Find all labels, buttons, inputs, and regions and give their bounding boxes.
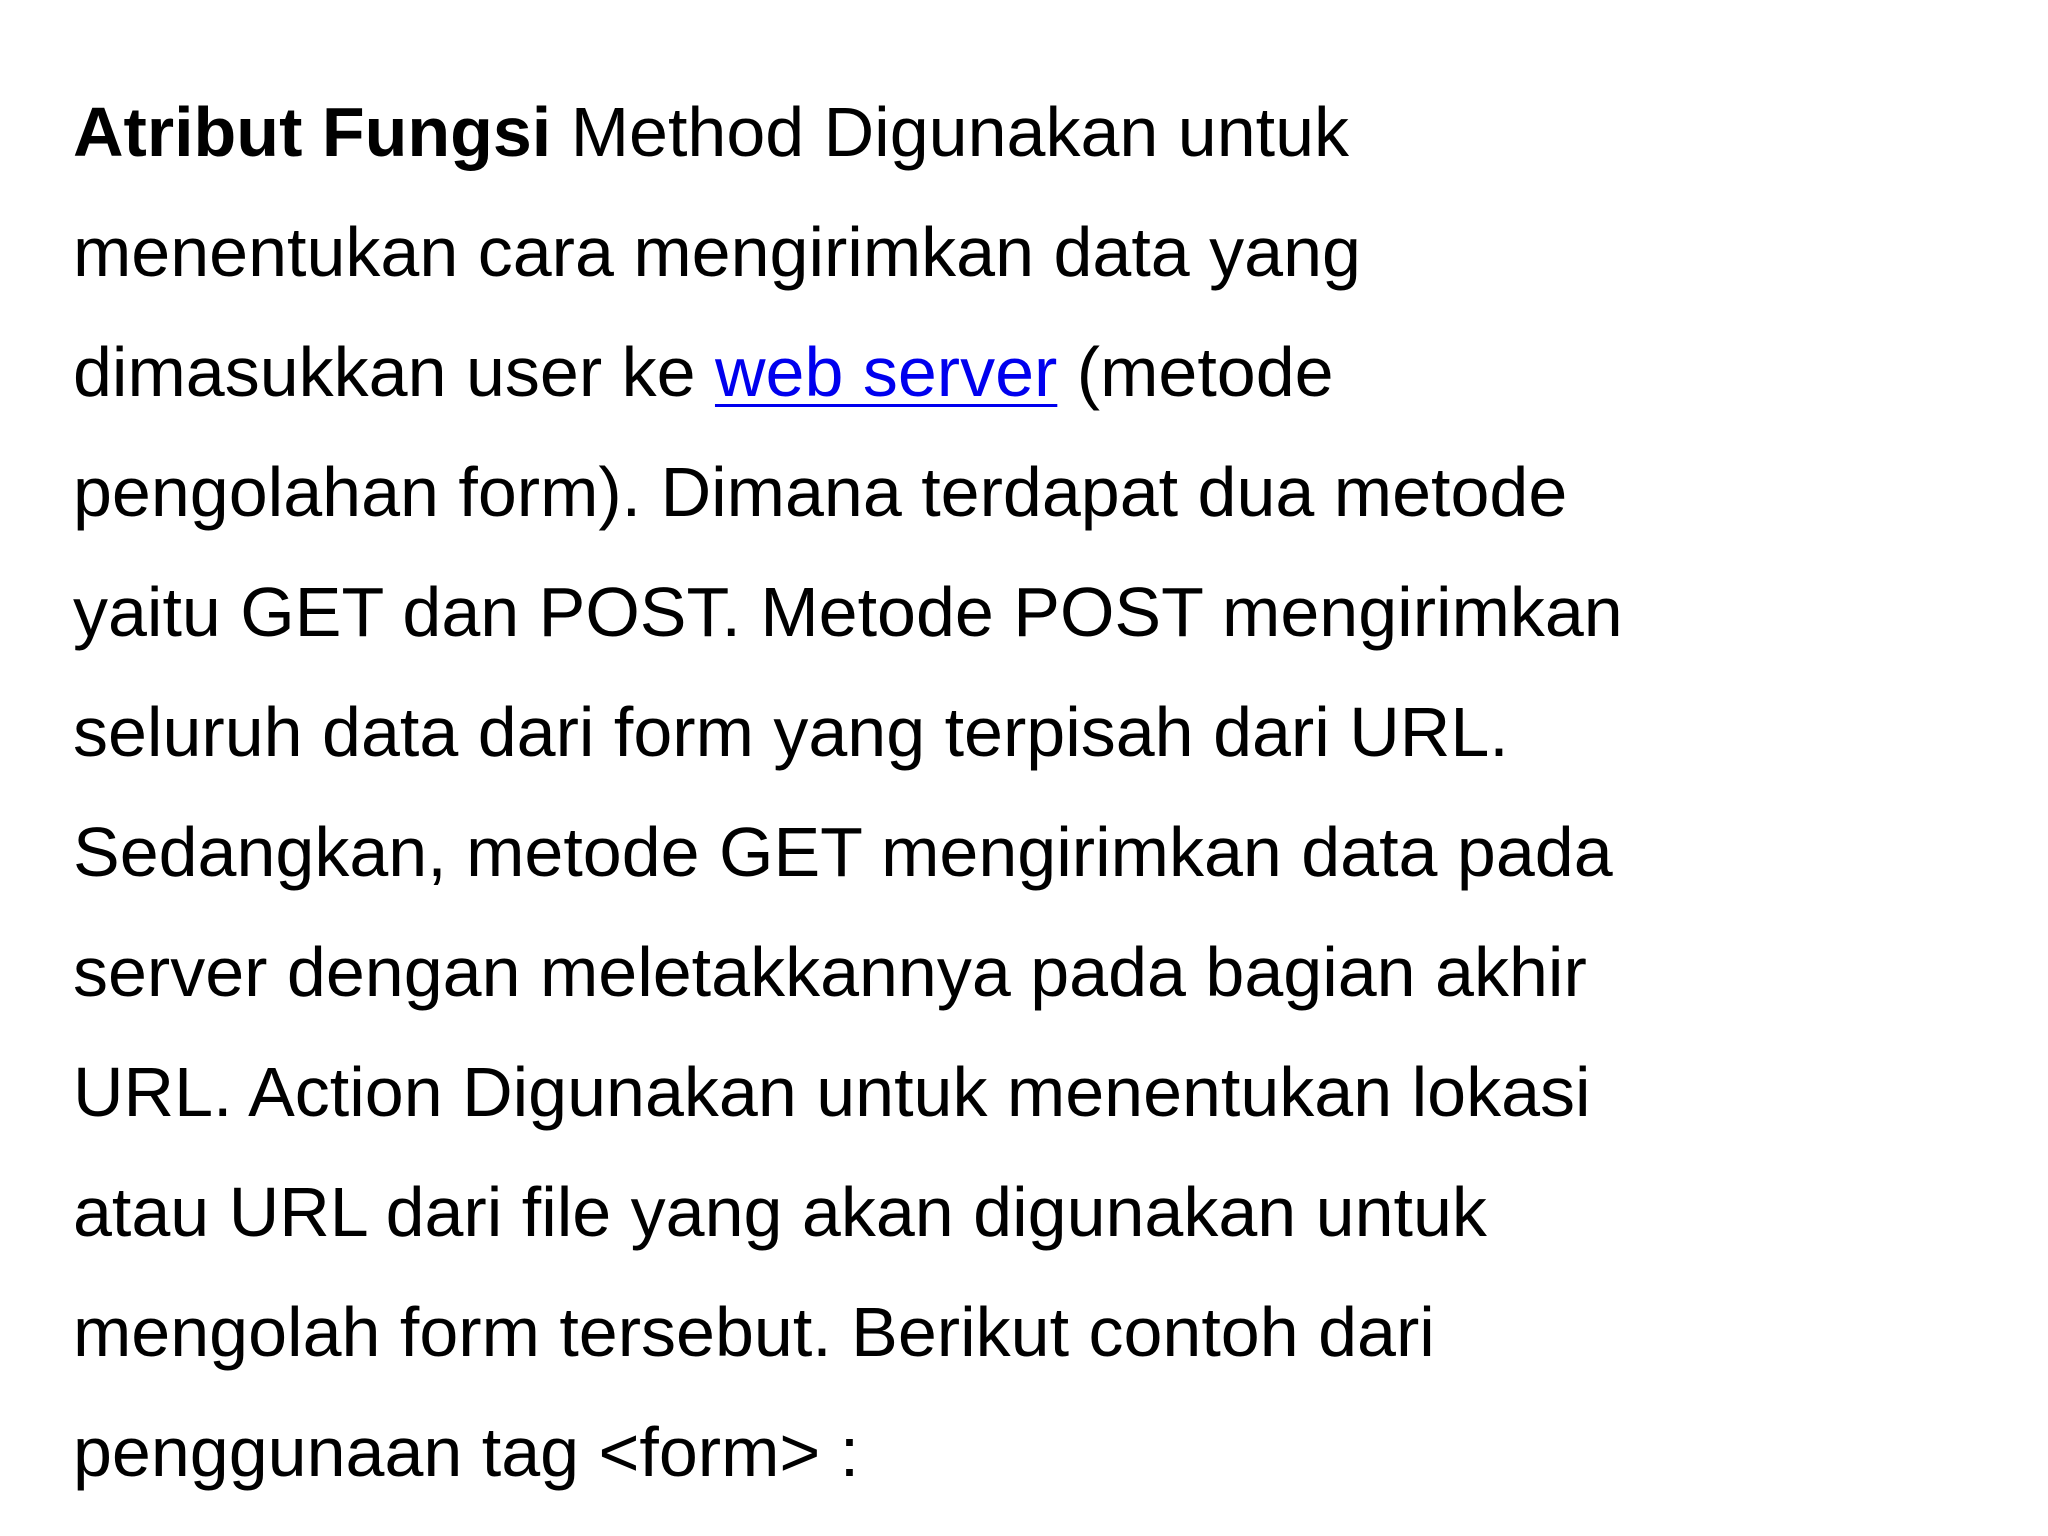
line-1-text: Method Digunakan untuk — [551, 93, 1350, 171]
line-3-before-link: dimasukkan user ke — [73, 333, 715, 411]
text-line-3 — [73, 312, 1873, 432]
heading-bold-text: Atribut Fungsi — [73, 93, 552, 171]
text-line-5: yaitu GET dan POST. Metode POST mengirimkan — [73, 573, 1623, 651]
web-server-link[interactable]: web server — [714, 333, 1058, 411]
text-line-6: seluruh data dari form yang terpisah dari URL. — [73, 693, 1509, 771]
text-line-4: pengolahan form). Dimana terdapat dua metode — [73, 453, 1568, 531]
text-line-11: mengolah form tersebut. Berikut contoh dari — [73, 1293, 1435, 1371]
paragraph — [73, 72, 1873, 1512]
text-line-12: penggunaan tag <form> : — [73, 1413, 860, 1491]
text-line-9: URL. Action Digunakan untuk menentukan lokasi — [73, 1053, 1591, 1131]
text-line-8: server dengan meletakkannya pada bagian akhir — [73, 933, 1587, 1011]
text-line-2: menentukan cara mengirimkan data yang — [73, 213, 1361, 291]
text-line-7: Sedangkan, metode GET mengirimkan data pada — [73, 813, 1613, 891]
line-3-after-link: (metode — [1057, 333, 1334, 411]
text-line-10: atau URL dari file yang akan digunakan untuk — [73, 1173, 1487, 1251]
text-line-1 — [73, 72, 1873, 192]
